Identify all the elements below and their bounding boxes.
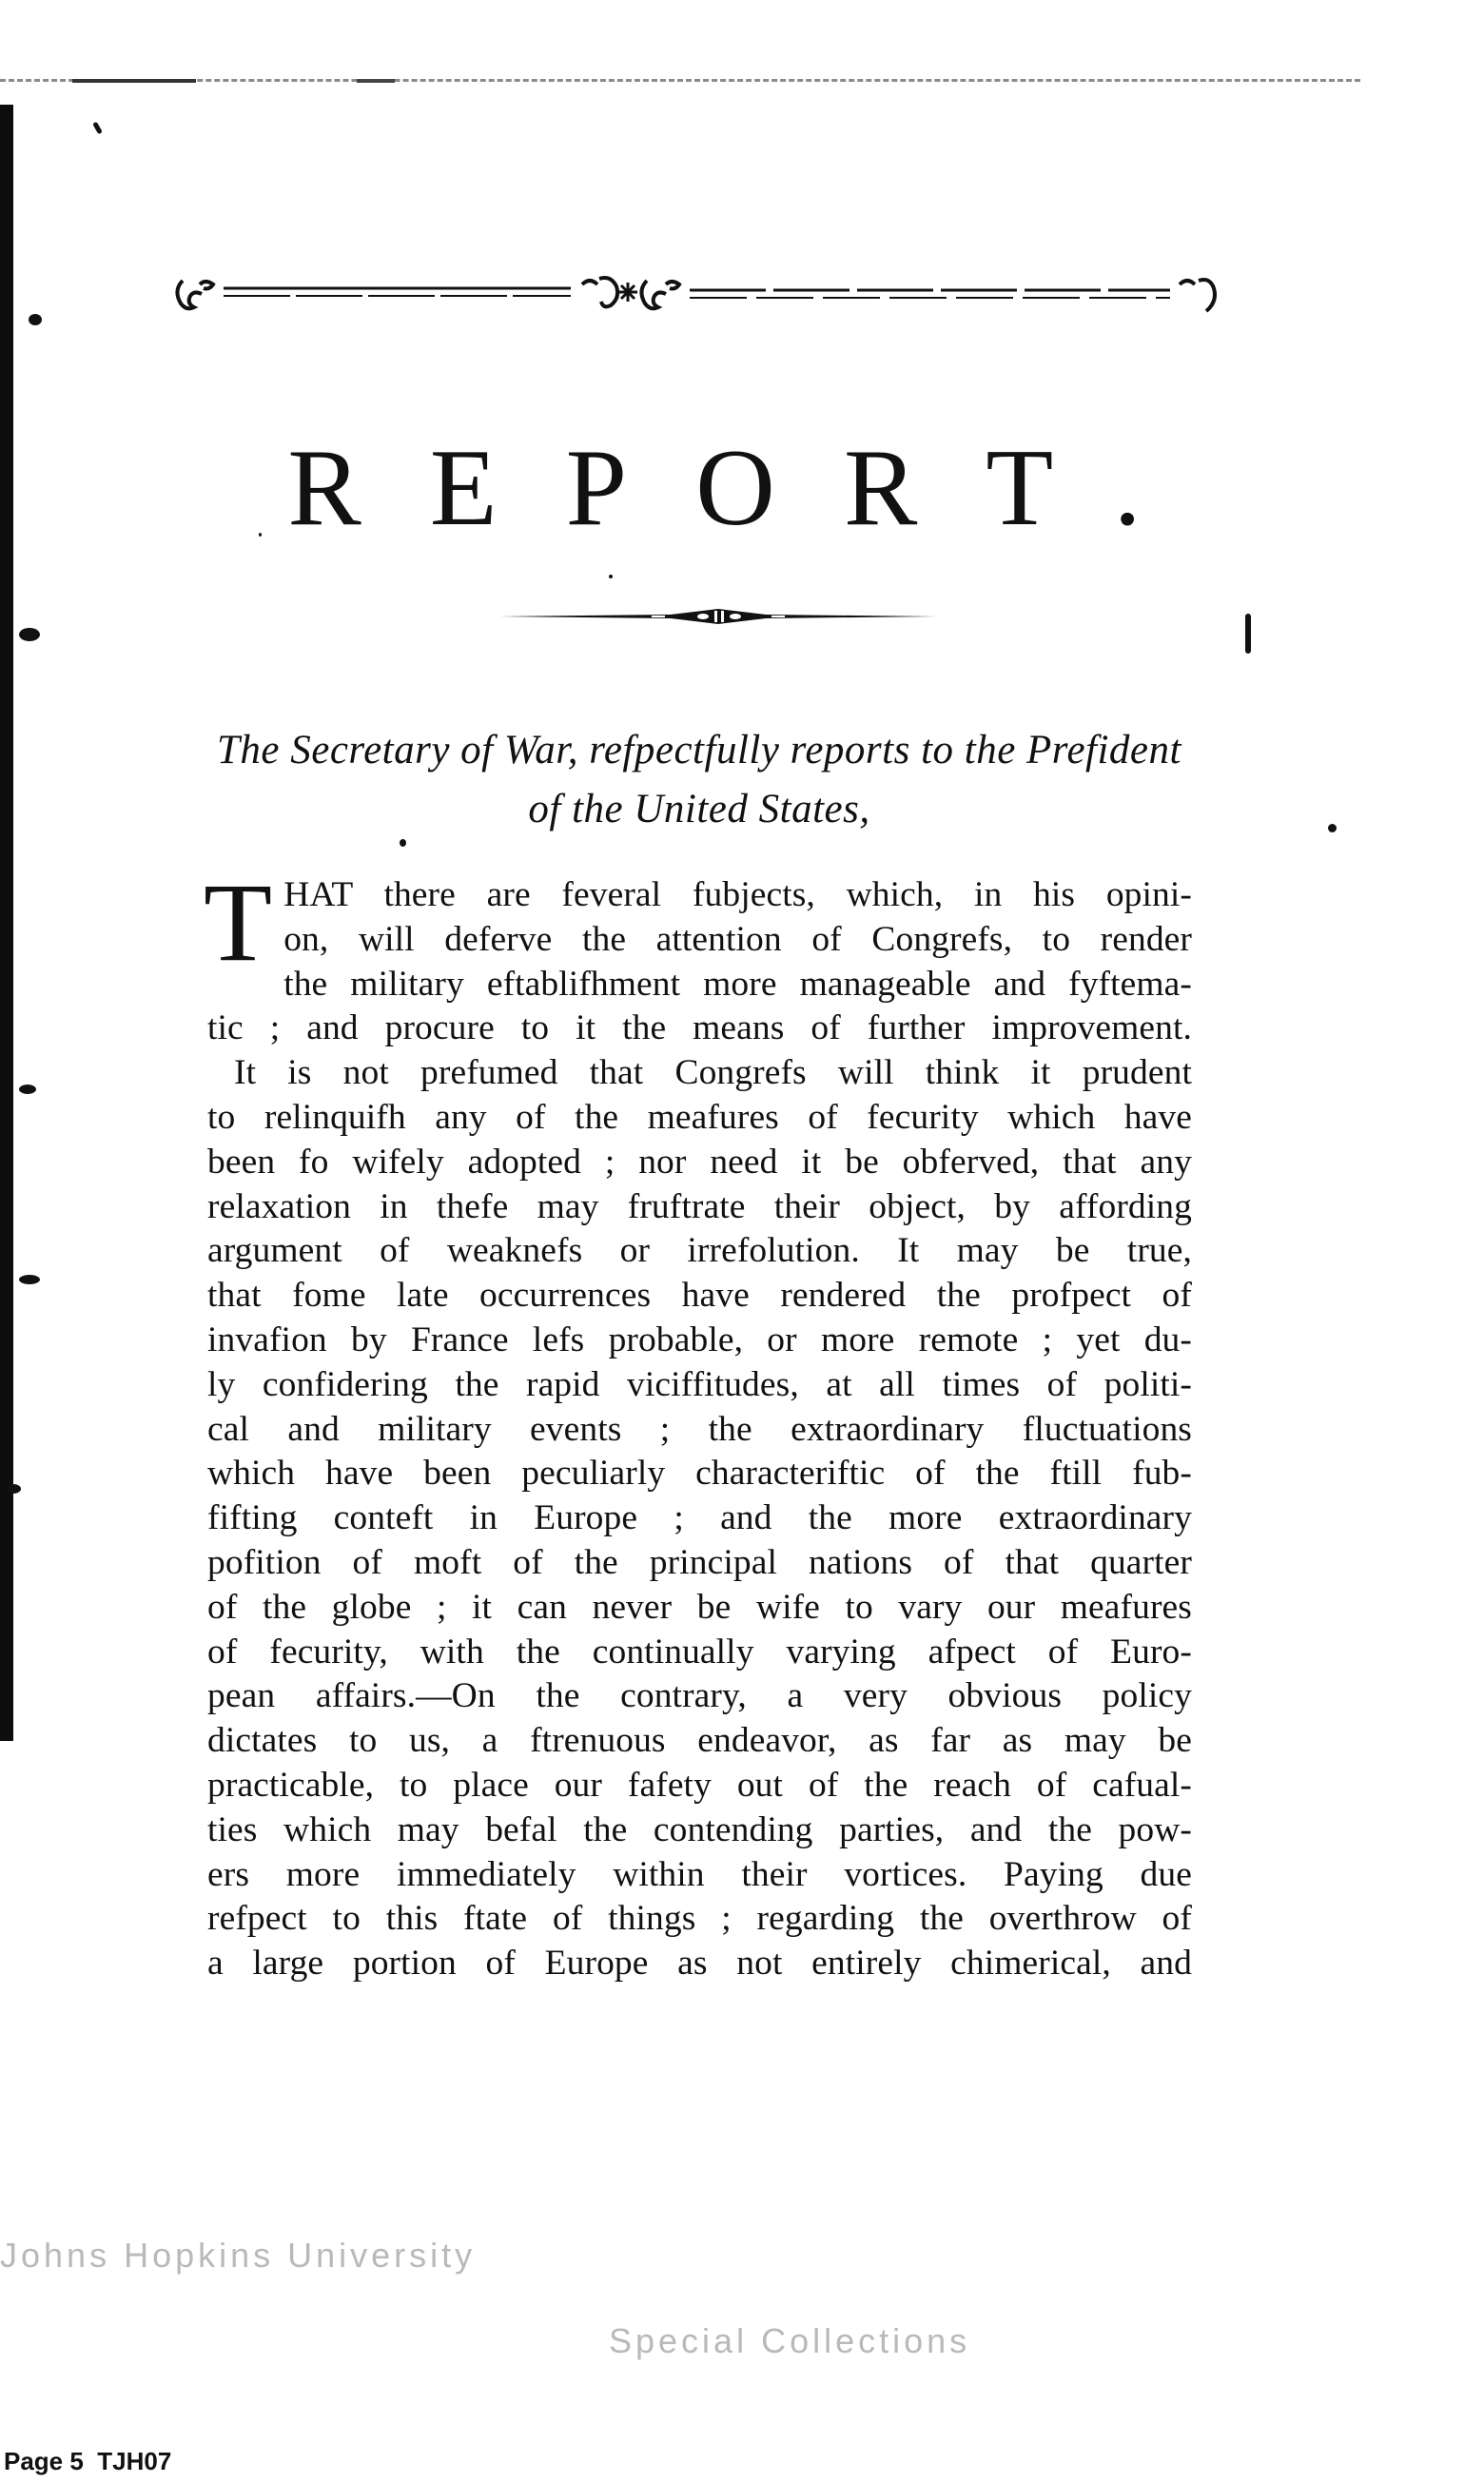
body-line: invafion by France lefs probable, or more remote ; yet du- — [207, 1320, 1192, 1359]
body-line: the military eftablifhment more manageable and fyftema- — [283, 964, 1192, 1004]
body-line: to relinquifh any of the meafures of fecurity which have — [207, 1097, 1192, 1137]
document-code: TJH07 — [97, 2447, 172, 2475]
ink-speck — [19, 1275, 40, 1284]
body-line: ly confidering the rapid viciffitudes, at all times of politi- — [207, 1364, 1192, 1404]
ink-speck — [19, 628, 40, 641]
body-line: fifting conteft in Europe ; and the more extraordinary — [207, 1498, 1192, 1538]
body-line: cal and military events ; the extraordinary fluctuations — [207, 1409, 1192, 1449]
body-line: pean affairs.—On the contrary, a very obvious policy — [207, 1676, 1192, 1716]
report-body — [204, 860, 1192, 1986]
title-letter: O — [695, 427, 844, 549]
title-letter: R — [843, 427, 986, 549]
title-letter: E — [429, 427, 566, 549]
scan-top-rule-dark-segment — [72, 79, 196, 83]
library-watermark: Johns Hopkins University — [0, 2236, 477, 2275]
body-line: ers more immediately within their vortices. Paying due — [207, 1854, 1192, 1894]
salutation — [181, 721, 1218, 839]
page-title — [0, 427, 1484, 549]
body-line: refpect to this ftate of things ; regarding the overthrow of — [207, 1899, 1192, 1939]
body-line: of fecurity, with the continually varying afpect of Euro- — [207, 1632, 1192, 1672]
body-line: It is not prefumed that Congrefs will think it prudent — [234, 1053, 1192, 1093]
salutation-line: of the United States, — [528, 787, 870, 831]
scan-top-rule-dark-segment — [357, 79, 395, 83]
scan-top-rule — [0, 79, 1360, 82]
ink-speck — [19, 1085, 36, 1094]
body-line: on, will deferve the attention of Congrefs, to render — [283, 919, 1192, 959]
title-letter: R — [287, 427, 430, 549]
body-line: of the globe ; it can never be wife to vary our meafures — [207, 1587, 1192, 1627]
body-line: been fo wifely adopted ; nor need it be obferved, that any — [207, 1142, 1192, 1182]
title-letter: T. — [986, 427, 1210, 549]
body-line: HAT there are feveral fubjects, which, in his opini- — [283, 875, 1192, 914]
ink-speck — [29, 314, 42, 325]
ink-mark — [1245, 614, 1251, 654]
ink-speck — [400, 839, 406, 847]
ink-speck — [1328, 824, 1337, 832]
title-letter: P — [565, 427, 696, 549]
page-binding-edge — [0, 105, 13, 1741]
ornamental-divider — [499, 605, 937, 628]
body-line: tic ; and procure to it the means of further improvement. — [207, 1008, 1192, 1048]
body-line: argument of weaknefs or irrefolution. It may be true, — [207, 1231, 1192, 1271]
body-line: dictates to us, a ftrenuous endeavor, as far as may be — [207, 1721, 1192, 1761]
body-line: pofition of moft of the principal nations of that quarter — [207, 1542, 1192, 1582]
library-watermark: Special Collections — [609, 2321, 971, 2360]
page-footer — [4, 2447, 171, 2476]
salutation-line: The Secretary of War, refpectfully reports to the Prefident — [217, 728, 1181, 772]
body-line: ties which may befal the contending parties, and the pow- — [207, 1809, 1192, 1849]
body-line: relaxation in thefe may fruftrate their object, by affording — [207, 1186, 1192, 1226]
ink-speck — [6, 1484, 21, 1494]
ink-mark — [92, 122, 103, 135]
drop-cap: T — [204, 860, 273, 985]
body-line: that fome late occurrences have rendered the profpect of — [207, 1276, 1192, 1316]
body-line: a large portion of Europe as not entirely chimerical, and — [207, 1944, 1192, 1984]
ornamental-header-rule — [171, 271, 1218, 319]
body-line: practicable, to place our fafety out of the reach of cafual- — [207, 1765, 1192, 1805]
page-number-label: Page 5 — [4, 2447, 84, 2475]
ink-speck — [609, 575, 613, 578]
body-line: which have been peculiarly characteriftic of the ftill fub- — [207, 1454, 1192, 1494]
